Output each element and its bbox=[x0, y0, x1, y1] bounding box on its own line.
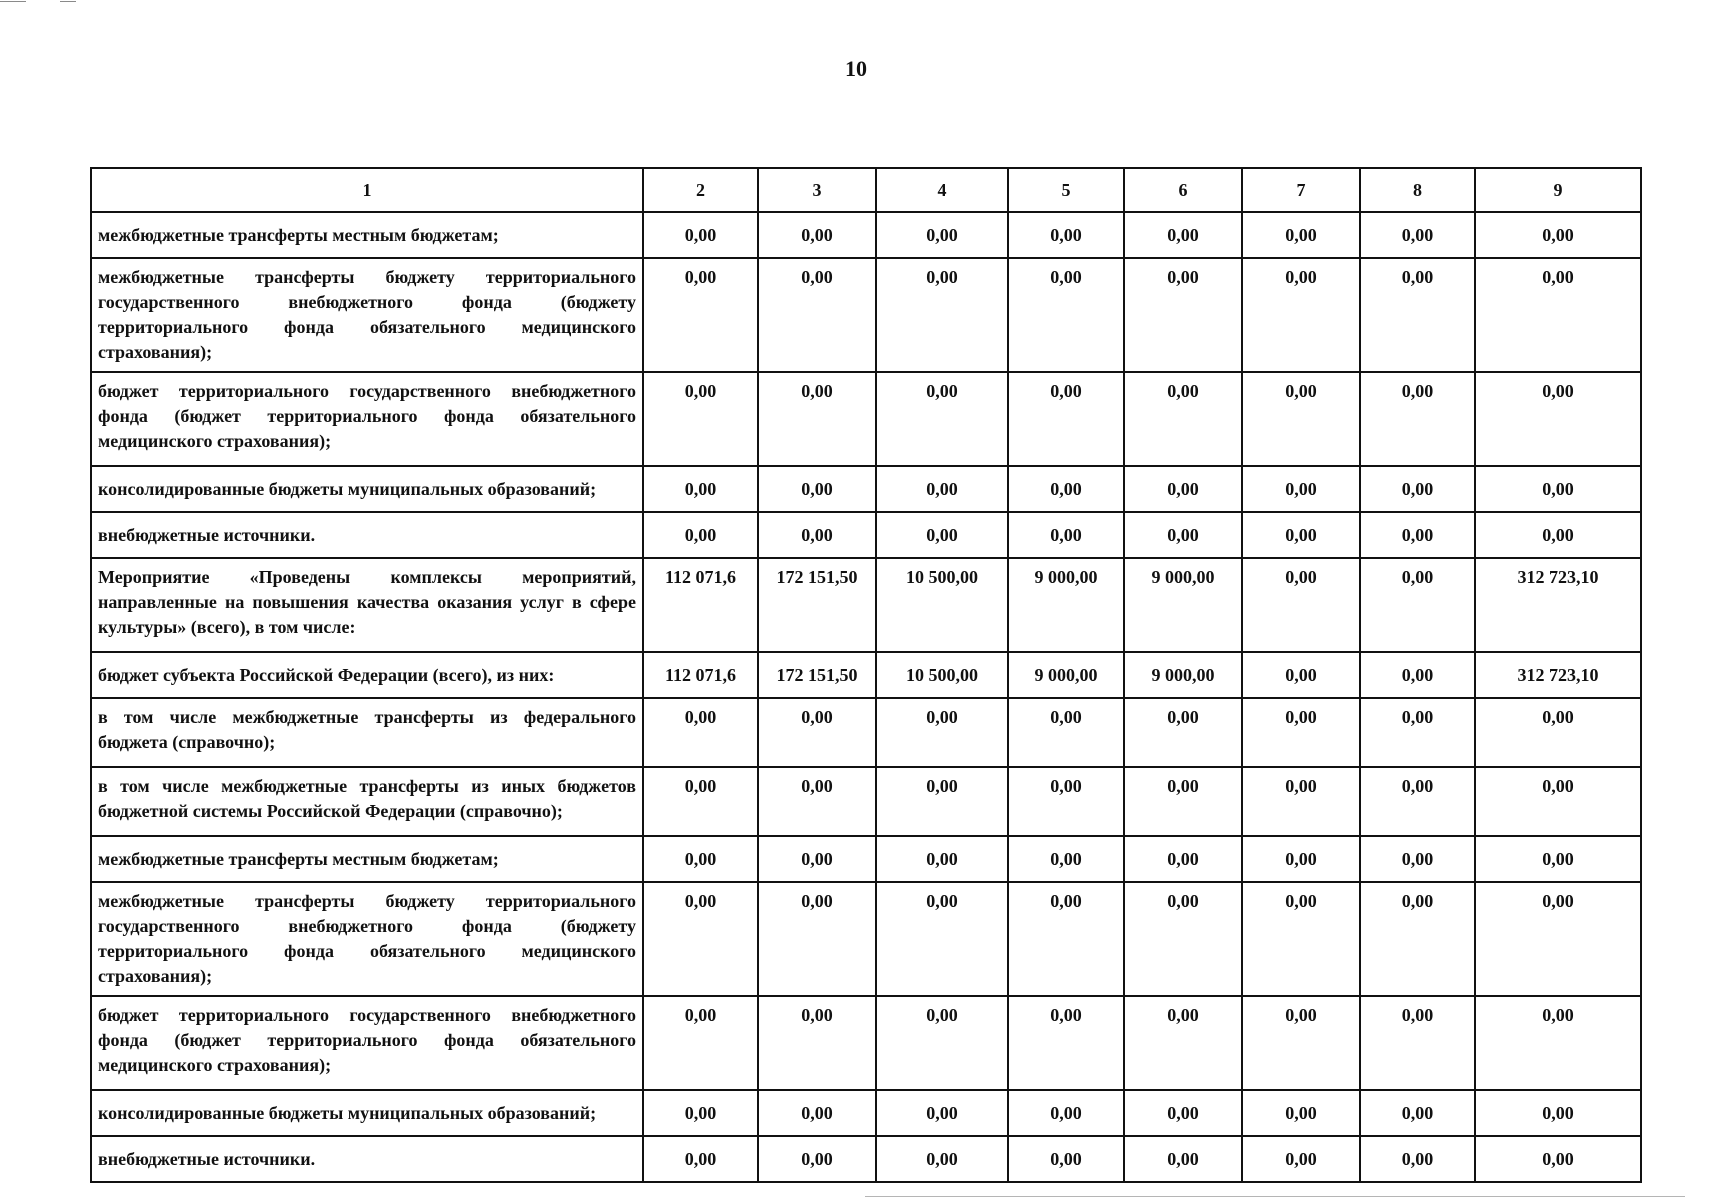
value-cell: 0,00 bbox=[1008, 466, 1124, 512]
value-cell: 0,00 bbox=[1360, 466, 1475, 512]
value-cell: 0,00 bbox=[643, 698, 758, 767]
value-cell: 0,00 bbox=[643, 372, 758, 466]
value-cell: 0,00 bbox=[1124, 1136, 1242, 1182]
row-label: в том числе межбюджетные трансферты из федерального бюджета (справочно); bbox=[91, 698, 643, 767]
value-cell: 9 000,00 bbox=[1008, 558, 1124, 652]
value-cell: 172 151,50 bbox=[758, 652, 876, 698]
table-row bbox=[91, 767, 1641, 836]
column-header: 9 bbox=[1475, 168, 1641, 212]
value-cell: 0,00 bbox=[1360, 212, 1475, 258]
row-label: в том числе межбюджетные трансферты из иных бюджетов бюджетной системы Российской Федерации (справочно); bbox=[91, 767, 643, 836]
value-cell: 0,00 bbox=[1008, 767, 1124, 836]
page-number: 10 bbox=[845, 56, 867, 81]
value-cell: 0,00 bbox=[758, 372, 876, 466]
scan-mark-top-left bbox=[0, 1, 26, 2]
value-cell: 0,00 bbox=[876, 698, 1008, 767]
table-row bbox=[91, 1136, 1641, 1182]
value-cell: 0,00 bbox=[1360, 1136, 1475, 1182]
value-cell: 0,00 bbox=[1242, 1090, 1360, 1136]
value-cell: 0,00 bbox=[1008, 1136, 1124, 1182]
value-cell: 0,00 bbox=[643, 1136, 758, 1182]
value-cell: 0,00 bbox=[1242, 466, 1360, 512]
value-cell: 0,00 bbox=[758, 1090, 876, 1136]
value-cell: 9 000,00 bbox=[1008, 652, 1124, 698]
value-cell: 0,00 bbox=[1242, 372, 1360, 466]
row-label: внебюджетные источники. bbox=[91, 512, 643, 558]
value-cell: 0,00 bbox=[1475, 258, 1641, 372]
table-row bbox=[91, 652, 1641, 698]
value-cell: 0,00 bbox=[1475, 212, 1641, 258]
table-row bbox=[91, 558, 1641, 652]
value-cell: 112 071,6 bbox=[643, 652, 758, 698]
value-cell: 0,00 bbox=[1008, 258, 1124, 372]
value-cell: 0,00 bbox=[1475, 698, 1641, 767]
table-row bbox=[91, 698, 1641, 767]
value-cell: 0,00 bbox=[1124, 882, 1242, 996]
table-row bbox=[91, 258, 1641, 372]
column-header: 3 bbox=[758, 168, 876, 212]
value-cell: 0,00 bbox=[643, 512, 758, 558]
column-header: 8 bbox=[1360, 168, 1475, 212]
column-header: 2 bbox=[643, 168, 758, 212]
value-cell: 112 071,6 bbox=[643, 558, 758, 652]
value-cell: 0,00 bbox=[1124, 212, 1242, 258]
value-cell: 0,00 bbox=[1242, 558, 1360, 652]
value-cell: 0,00 bbox=[758, 466, 876, 512]
value-cell: 0,00 bbox=[1475, 1136, 1641, 1182]
value-cell: 0,00 bbox=[1008, 372, 1124, 466]
row-label: внебюджетные источники. bbox=[91, 1136, 643, 1182]
value-cell: 0,00 bbox=[1242, 698, 1360, 767]
table-row bbox=[91, 996, 1641, 1090]
column-header: 7 bbox=[1242, 168, 1360, 212]
table-row bbox=[91, 512, 1641, 558]
value-cell: 0,00 bbox=[1124, 372, 1242, 466]
value-cell: 0,00 bbox=[1242, 996, 1360, 1090]
value-cell: 0,00 bbox=[1242, 512, 1360, 558]
value-cell: 9 000,00 bbox=[1124, 652, 1242, 698]
value-cell: 0,00 bbox=[1360, 698, 1475, 767]
value-cell: 0,00 bbox=[1475, 1090, 1641, 1136]
column-header: 5 bbox=[1008, 168, 1124, 212]
table-row bbox=[91, 466, 1641, 512]
value-cell: 0,00 bbox=[1124, 698, 1242, 767]
value-cell: 0,00 bbox=[1124, 836, 1242, 882]
table-body bbox=[91, 212, 1641, 1182]
value-cell: 0,00 bbox=[876, 1136, 1008, 1182]
value-cell: 0,00 bbox=[1360, 372, 1475, 466]
value-cell: 0,00 bbox=[1124, 258, 1242, 372]
value-cell: 0,00 bbox=[1475, 996, 1641, 1090]
value-cell: 0,00 bbox=[758, 512, 876, 558]
value-cell: 0,00 bbox=[1360, 652, 1475, 698]
value-cell: 0,00 bbox=[1124, 512, 1242, 558]
value-cell: 0,00 bbox=[1475, 836, 1641, 882]
value-cell: 0,00 bbox=[1475, 372, 1641, 466]
value-cell: 0,00 bbox=[1008, 1090, 1124, 1136]
value-cell: 0,00 bbox=[1475, 512, 1641, 558]
row-label: Мероприятие «Проведены комплексы мероприятий, направленные на повышения качества оказания услуг в сфере культуры» (всего), в том числе: bbox=[91, 558, 643, 652]
table-row bbox=[91, 1090, 1641, 1136]
value-cell: 0,00 bbox=[876, 512, 1008, 558]
value-cell: 0,00 bbox=[876, 372, 1008, 466]
value-cell: 0,00 bbox=[1008, 212, 1124, 258]
column-header: 1 bbox=[91, 168, 643, 212]
value-cell: 0,00 bbox=[876, 882, 1008, 996]
table-row bbox=[91, 836, 1641, 882]
value-cell: 10 500,00 bbox=[876, 652, 1008, 698]
value-cell: 0,00 bbox=[876, 466, 1008, 512]
row-label: консолидированные бюджеты муниципальных образований; bbox=[91, 466, 643, 512]
value-cell: 0,00 bbox=[758, 1136, 876, 1182]
value-cell: 0,00 bbox=[643, 212, 758, 258]
value-cell: 0,00 bbox=[643, 1090, 758, 1136]
value-cell: 0,00 bbox=[1360, 1090, 1475, 1136]
value-cell: 0,00 bbox=[1124, 466, 1242, 512]
value-cell: 0,00 bbox=[1008, 996, 1124, 1090]
value-cell: 0,00 bbox=[876, 767, 1008, 836]
row-label: консолидированные бюджеты муниципальных образований; bbox=[91, 1090, 643, 1136]
budget-table bbox=[90, 167, 1642, 1183]
value-cell: 0,00 bbox=[1360, 558, 1475, 652]
value-cell: 0,00 bbox=[1360, 996, 1475, 1090]
value-cell: 0,00 bbox=[643, 996, 758, 1090]
value-cell: 0,00 bbox=[1008, 698, 1124, 767]
row-label: бюджет субъекта Российской Федерации (всего), из них: bbox=[91, 652, 643, 698]
value-cell: 312 723,10 bbox=[1475, 558, 1641, 652]
value-cell: 0,00 bbox=[876, 1090, 1008, 1136]
value-cell: 0,00 bbox=[1242, 258, 1360, 372]
row-label: бюджет территориального государственного внебюджетного фонда (бюджет территориального фонда обязательного медицинского страхования); bbox=[91, 372, 643, 466]
value-cell: 0,00 bbox=[1475, 882, 1641, 996]
column-header: 6 bbox=[1124, 168, 1242, 212]
value-cell: 0,00 bbox=[1360, 836, 1475, 882]
value-cell: 0,00 bbox=[1360, 258, 1475, 372]
value-cell: 0,00 bbox=[758, 996, 876, 1090]
value-cell: 0,00 bbox=[758, 212, 876, 258]
value-cell: 312 723,10 bbox=[1475, 652, 1641, 698]
value-cell: 0,00 bbox=[758, 836, 876, 882]
value-cell: 10 500,00 bbox=[876, 558, 1008, 652]
value-cell: 9 000,00 bbox=[1124, 558, 1242, 652]
value-cell: 0,00 bbox=[876, 212, 1008, 258]
value-cell: 0,00 bbox=[1242, 882, 1360, 996]
scan-mark-bottom bbox=[865, 1196, 1685, 1197]
table-header-row bbox=[91, 168, 1641, 212]
value-cell: 0,00 bbox=[1008, 836, 1124, 882]
value-cell: 172 151,50 bbox=[758, 558, 876, 652]
value-cell: 0,00 bbox=[758, 882, 876, 996]
value-cell: 0,00 bbox=[1242, 767, 1360, 836]
value-cell: 0,00 bbox=[758, 698, 876, 767]
value-cell: 0,00 bbox=[758, 258, 876, 372]
value-cell: 0,00 bbox=[758, 767, 876, 836]
value-cell: 0,00 bbox=[1360, 767, 1475, 836]
value-cell: 0,00 bbox=[876, 996, 1008, 1090]
value-cell: 0,00 bbox=[876, 836, 1008, 882]
row-label: межбюджетные трансферты бюджету территориального государственного внебюджетного фонда (бюджету территориального фонда обязательного медицинского страхования); bbox=[91, 258, 643, 372]
scan-mark-top-left-2 bbox=[60, 1, 76, 2]
value-cell: 0,00 bbox=[1124, 1090, 1242, 1136]
value-cell: 0,00 bbox=[1008, 512, 1124, 558]
value-cell: 0,00 bbox=[643, 767, 758, 836]
row-label: межбюджетные трансферты местным бюджетам; bbox=[91, 212, 643, 258]
table-row bbox=[91, 882, 1641, 996]
value-cell: 0,00 bbox=[643, 882, 758, 996]
row-label: межбюджетные трансферты бюджету территориального государственного внебюджетного фонда (бюджету территориального фонда обязательного медицинского страхования); bbox=[91, 882, 643, 996]
value-cell: 0,00 bbox=[643, 836, 758, 882]
value-cell: 0,00 bbox=[1124, 767, 1242, 836]
value-cell: 0,00 bbox=[1475, 767, 1641, 836]
column-header: 4 bbox=[876, 168, 1008, 212]
value-cell: 0,00 bbox=[1360, 882, 1475, 996]
row-label: бюджет территориального государственного внебюджетного фонда (бюджет территориального фонда обязательного медицинского страхования); bbox=[91, 996, 643, 1090]
value-cell: 0,00 bbox=[643, 466, 758, 512]
value-cell: 0,00 bbox=[1475, 466, 1641, 512]
value-cell: 0,00 bbox=[1008, 882, 1124, 996]
value-cell: 0,00 bbox=[1124, 996, 1242, 1090]
value-cell: 0,00 bbox=[876, 258, 1008, 372]
table-row bbox=[91, 372, 1641, 466]
value-cell: 0,00 bbox=[1242, 1136, 1360, 1182]
value-cell: 0,00 bbox=[1242, 212, 1360, 258]
value-cell: 0,00 bbox=[1242, 652, 1360, 698]
table-row bbox=[91, 212, 1641, 258]
row-label: межбюджетные трансферты местным бюджетам; bbox=[91, 836, 643, 882]
value-cell: 0,00 bbox=[643, 258, 758, 372]
value-cell: 0,00 bbox=[1360, 512, 1475, 558]
value-cell: 0,00 bbox=[1242, 836, 1360, 882]
